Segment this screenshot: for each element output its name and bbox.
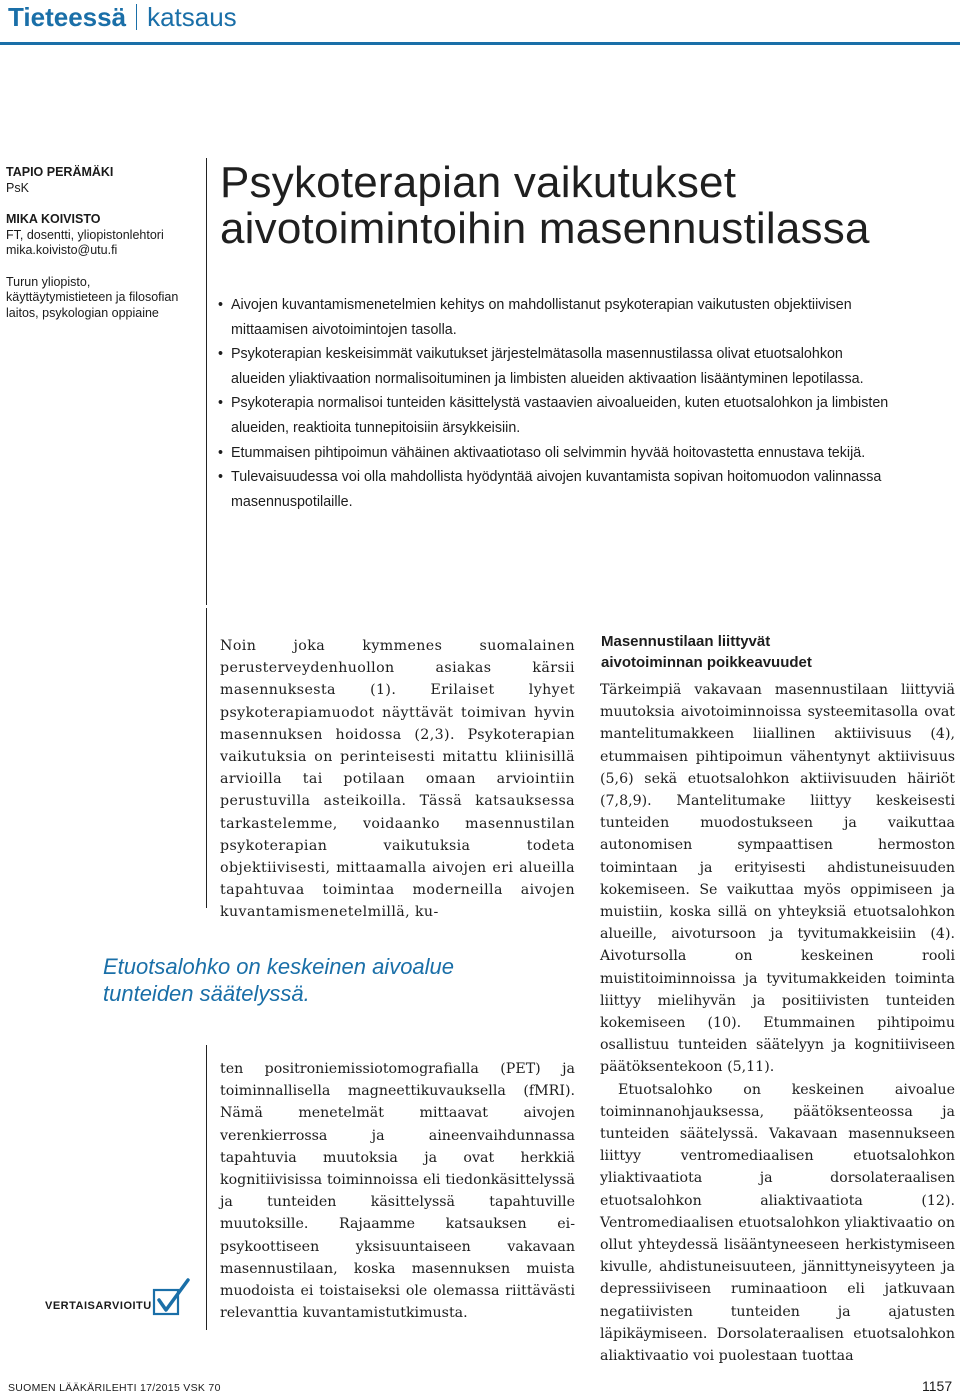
affiliation: Turun yliopisto,	[6, 274, 91, 289]
author-title: FT, dosentti, yliopistonlehtori	[6, 227, 164, 242]
author-email[interactable]: mika.koivisto@utu.fi	[6, 243, 118, 257]
author-info	[6, 165, 196, 321]
peer-review-label: VERTAISARVIOITU	[45, 1300, 152, 1312]
key-point: • Psykoterapia normalisoi tunteiden käsittelystä vastaavien aivoalueiden, kuten etuotsalohkon ja limbisten alueiden, reaktioita tunnepitoisiin ärsykkeisiin.	[218, 395, 889, 436]
journal-info: SUOMEN LÄÄKÄRILEHTI 17/2015 VSK 70	[8, 1382, 221, 1394]
key-point: • Aivojen kuvantamismenetelmien kehitys on mahdollistanut psykoterapian vaikutusten objektiivisen mittaamisen aivotoimintojen tasolla.	[218, 297, 852, 338]
section-header	[8, 2, 237, 33]
paragraph: Tärkeimpiä vakavaan masennustilaan liittyviä muutoksia aivotoiminnoissa systeemitasolla ovat mantelitumakkeen liiallinen aktiivisuus (4), etummaisen pihtipoimun vähentynyt aktiivisuus (5,6) sekä etuotsalohkon aktiivisuuden häiriöt (7,8,9). Mantelitumake liittyy keskeisesti tunteiden muodostukseen ja vaikuttaa autonomisen sympaattisen hermoston toimintaan ja erityisesti ahdistuneisuuden kokemiseen. Se vaikuttaa myös oppimiseen ja muistiin, koska sillä on yhteyksiä etuotsalohkon alueille, aivotursoon ja tyvitumakkeisiin (4). Aivotursolla on keskeinen rooli muistitoiminnoissa ja tyvitumakkeiden toiminta liittyy mielihyvän ja positiivisten tunteiden kokemiseen (10). Etummainen pihtipoimu osallistuu tunteiden säätelyyn ja kognitiiviseen päätöksentekoon (5,11).	[600, 682, 955, 1076]
column-divider	[206, 1045, 207, 1330]
header-divider	[136, 4, 137, 30]
paragraph: Noin joka kymmenes suomalainen perusterveydenhuollon asiakas kärsii masennuksesta (1). Erilaiset lyhyet psykoterapiamuodot näyttävät toimivan hyvin masennuksen hoidossa (2,3). Psykoterapian vaikutuksia on perinteisesti mitattu kliinisillä arvioilla tai potilaan omaan arviointiin perustuvilla asteikoilla. Tässä katsauksessa tarkastelemme, voidaanko masennustilan psykoterapian vaikutuksia todeta objektiivisesti, mittaamalla aivojen eri alueilla tapahtuvaa toimintaa moderneilla aivojen kuvantamismenetelmillä, ku-	[220, 638, 575, 921]
key-point: • Psykoterapian keskeisimmät vaikutukset järjestelmätasolla masennustilassa olivat etuotsalohkon alueiden yliaktivaation normalisoituminen ja limbisten alueiden aktivaation lisääntyminen lepotilassa.	[218, 346, 864, 387]
affiliation: käyttäytymistieteen ja filosofian	[6, 290, 179, 304]
affiliation: laitos, psykologian oppiaine	[6, 305, 159, 320]
body-text-column-2	[600, 679, 955, 1367]
column-divider	[206, 608, 207, 908]
body-text-column-1-continued	[220, 1058, 575, 1324]
paragraph: Etuotsalohko on keskeinen aivoalue toiminnanohjauksessa, päätöksenteossa ja tunteiden säätelyssä. Vakavaan masennukseen liittyy ventromediaalisen etuotsalohkon yliaktivaatiota ja dorsolateraalisen etuotsalohkon aliaktivaatiota (12). Ventromediaalisen etuotsalohkon yliaktivaatio on ollut yhteydessä lisääntyneeseen herkistymiseen kivulle, ahdistuneisuuteen, jännittyneisyyteen ja depressiiviseen ruminaatioon eli jatkuvaan negatiivisten tunteiden ja ajatusten läpikäymiseen. Dorsolateraalisen etuotsalohkon aliaktivaatio voi puolestaan tuottaa	[600, 1081, 955, 1365]
section-heading: Masennustilaan liittyvät aivotoiminnan poikkeavuudet	[601, 633, 812, 671]
key-points	[216, 293, 896, 514]
paragraph: ten positroniemissiotomografialla (PET) ja toiminnallisella magneettikuvauksella (fMRI). Nämä menetelmät mittaavat aivojen verenkierrossa ja aineenvaihdunnassa tapahtuvia muutoksia ja ovat herkkiä kognitiivisissa toiminnoissa eli tiedonkäsittelyssä ja tunteiden käsittelyssä tapahtuville muutoksille. Rajaamme katsauksen ei-psykoottiseen yksisuuntaiseen vakavaan masennustilaan, koska masennuksen muista muodoista ei toistaiseksi ole olemassa riittävästi relevanttia kuvantamistutkimusta.	[220, 1061, 575, 1322]
author-name: MIKA KOIVISTO	[6, 212, 101, 226]
key-point: • Etummaisen pihtipoimun vähäinen aktivaatiotaso oli selvimmin hyvää hoitovastetta ennustava tekijä.	[218, 444, 866, 461]
section-label: Tieteessä	[8, 2, 127, 32]
checkmark-icon	[150, 1278, 192, 1325]
body-text-column-1	[220, 635, 575, 924]
header-rule	[0, 42, 960, 45]
page-number: 1157	[922, 1378, 953, 1394]
column-divider	[206, 158, 207, 605]
pull-quote: Etuotsalohko on keskeinen aivoalue tunteiden säätelyssä.	[103, 954, 455, 1006]
author-name: TAPIO PERÄMÄKI	[6, 165, 114, 179]
key-point: • Tulevaisuudessa voi olla mahdollista hyödyntää aivojen kuvantamista sopivan hoitomuodon valinnassa masennuspotilaille.	[218, 469, 882, 510]
section-sublabel: katsaus	[147, 2, 237, 32]
author-degree: PsK	[6, 180, 29, 195]
article-title: Psykoterapian vaikutukset aivotoimintoihin masennustilassa	[220, 158, 870, 253]
